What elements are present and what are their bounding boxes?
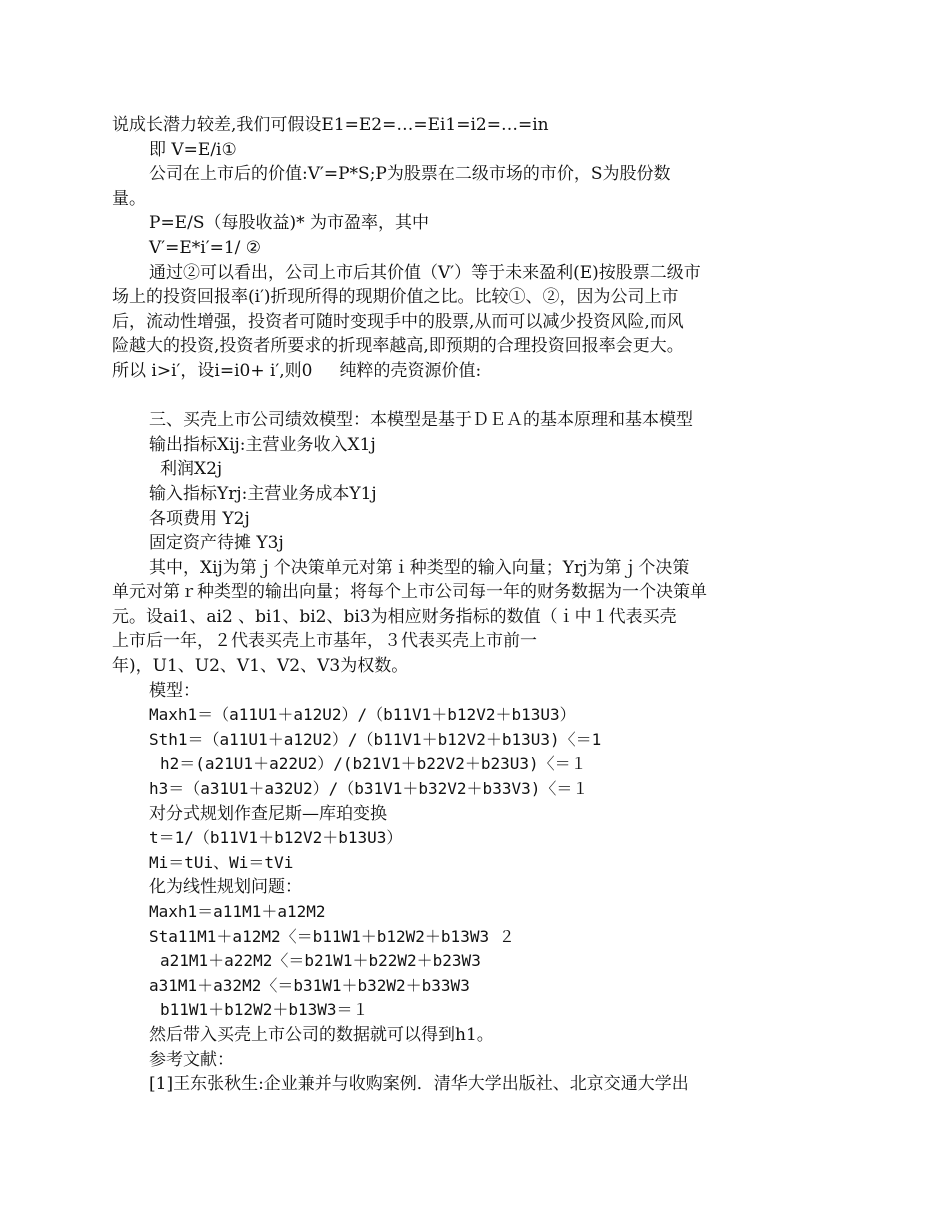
text-line: 输出指标Xij:主营业务收入X1j [149, 434, 376, 455]
text-line: 量。 [112, 188, 146, 209]
formula-line: h2＝(a21U1＋a22U2）/(b21V1＋b22V2＋b23U3)〈＝１ [160, 754, 587, 774]
text-line: 然后带入买壳上市公司的数据就可以得到h1。 [149, 1024, 494, 1045]
text-line: 化为线性规划问题： [149, 877, 302, 898]
text-line: 即 V=E/i① [149, 139, 237, 160]
formula-line: Maxh1＝（a11U1＋a12U2）/（b11V1＋b12V2＋b13U3） [149, 705, 576, 725]
text-line: 对分式规划作查尼斯—库珀变换 [149, 803, 387, 824]
formula-line: Mi＝tUi、Wi＝tVi [149, 852, 294, 872]
section-heading: 三、买壳上市公司绩效模型：本模型是基于ＤＥＡ的基本原理和基本模型 [149, 410, 693, 431]
text-line: 险越大的投资,投资者所要求的折现率越高,即预期的合理投资回报率会更大。 [112, 336, 684, 357]
text-line: 单元对第ｒ种类型的输出向量；将每个上市公司每一年的财务数据为一个决策单 [112, 582, 707, 603]
text-line: 各项费用 Y2j [149, 508, 250, 529]
formula-line: a21M1＋a22M2〈＝b21W1＋b22W2＋b23W3 [160, 951, 481, 971]
text-line: 场上的投资回报率(i′)折现所得的现期价值之比。比较①、②，因为公司上市 [112, 287, 679, 308]
formula-line: b11W1＋b12W2＋b13W3＝１ [160, 1000, 369, 1020]
formula-line: a31M1＋a32M2〈＝b31W1＋b32W2＋b33W3 [149, 975, 470, 995]
text-line: 所以 i>i′，设i=i0+ i′,则0 纯粹的壳资源价值: [112, 360, 482, 381]
text-line: 固定资产待摊 Y3j [149, 533, 284, 554]
text-line: P=E/S（每股收益)* 为市盈率，其中 [149, 213, 430, 234]
text-line: 其中，Xij为第ｊ个决策单元对第ｉ种类型的输入向量；Yrj为第ｊ个决策 [149, 557, 690, 578]
text-line: 模型： [149, 680, 200, 701]
text-line: 上市后一年，２代表买壳上市基年，３代表买壳上市前一 [112, 631, 537, 652]
formula-line: Sta11M1＋a12M2〈＝b11W1＋b12W2＋b13W3 ２ [149, 926, 515, 946]
text-line: 后，流动性增强，投资者可随时变现手中的股票,从而可以减少投资风险,而风 [112, 311, 684, 332]
formula-line: Sth1＝（a11U1＋a12U2）/（b11V1＋b12V2＋b13U3)〈＝1 [149, 729, 602, 749]
paragraph-gap [112, 384, 768, 409]
text-line: 公司在上市后的价值:V′=P*S;P为股票在二级市场的市价，S为股份数 [149, 164, 671, 185]
text-line: 年)，U1、U2、V1、V2、V3为权数。 [112, 656, 409, 677]
text-line: 输入指标Yrj:主营业务成本Y1j [149, 483, 377, 504]
text-line: 通过②可以看出，公司上市后其价值（V′）等于未来盈利(E)按股票二级市 [149, 262, 701, 283]
formula-line: t＝1/（b11V1＋b12V2＋b13U3） [149, 828, 403, 848]
document-body [112, 113, 768, 1097]
formula-line: h3＝（a31U1＋a32U2）/（b31V1＋b32V2＋b33V3)〈＝１ [149, 779, 589, 799]
text-line: 说成长潜力较差,我们可假设E1=E2=…=Ei1=i2=…=in [112, 115, 549, 135]
text-line: 元。设ai1、ai2 、bi1、bi2、bi3为相应财务指标的数值（ｉ中１代表买壳 [112, 606, 677, 627]
references-heading: 参考文献： [149, 1049, 234, 1070]
text-line: V′=E*i′=1/ ② [149, 237, 262, 258]
text-line: 利润X2j [160, 459, 223, 480]
reference-item: [1]王东张秋生:企业兼并与收购案例．清华大学出版社、北京交通大学出 [149, 1074, 689, 1095]
formula-line: Maxh1＝a11M1＋a12M2 [149, 902, 326, 921]
